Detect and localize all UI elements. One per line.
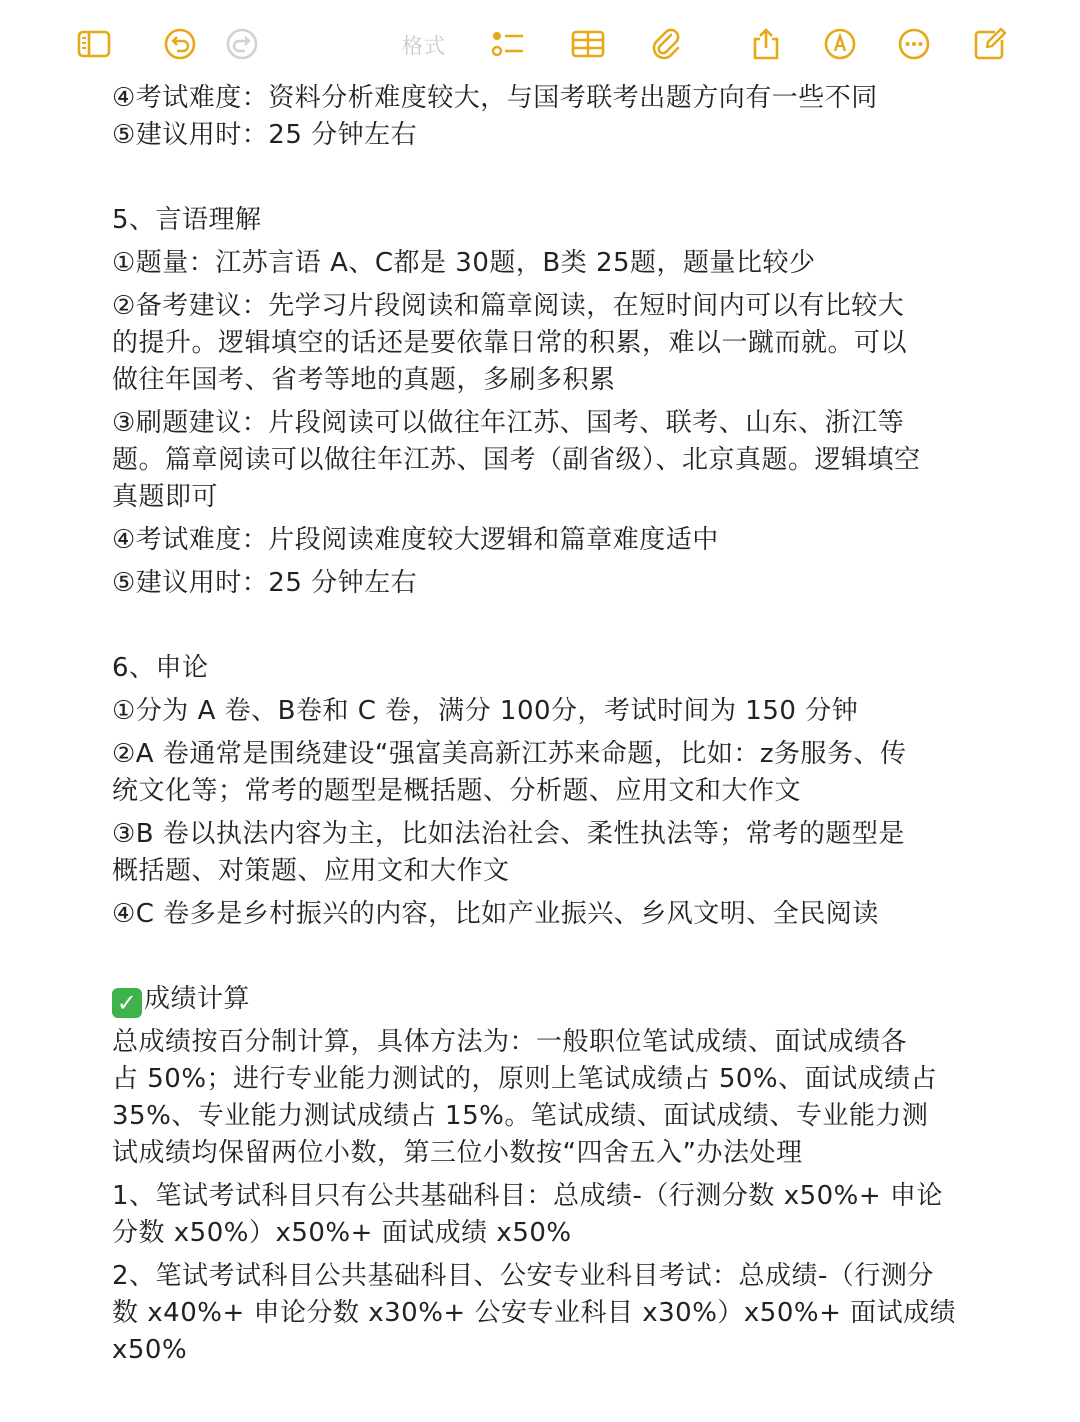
section6-item-1 <box>112 693 972 730</box>
section5-item-3-line-1: ③刷题建议：片段阅读可以做往年江苏、国考、联考、山东、浙江等 <box>112 408 905 438</box>
section5-item-2-line-1: ②备考建议：先学习片段阅读和篇章阅读，在短时间内可以有比较大 <box>112 291 905 321</box>
sidebar-icon[interactable] <box>76 26 112 62</box>
section6-item-2-line-1: ②A 卷通常是围绕建设“强富美高新江苏来命题，比如：z务服务、传 <box>112 739 907 769</box>
section5-item-3 <box>112 405 972 516</box>
score-formula-1 <box>112 1178 972 1252</box>
note-body[interactable] <box>112 80 972 1369</box>
section6-item-3-line-1: ③B 卷以执法内容为主，比如法治社会、柔性执法等；常考的题型是 <box>112 819 905 849</box>
score-formula-2 <box>112 1258 972 1369</box>
format-button[interactable]: 格式 <box>402 34 446 58</box>
score-formula-1-line-2: 分数 x50%）x50%+ 面试成绩 x50% <box>112 1218 572 1248</box>
section5-heading: 5、言语理解 <box>112 205 262 235</box>
section4-difficulty: ④考试难度：资料分析难度较大，与国考联考出题方向有一些不同 <box>112 83 878 113</box>
paperclip-icon[interactable] <box>648 26 684 62</box>
score-intro <box>112 1024 972 1172</box>
undo-icon[interactable] <box>162 26 198 62</box>
section6-item-4 <box>112 896 972 933</box>
score-formula-2-line-2: 数 x40%+ 申论分数 x30%+ 公安专业科目 x30%）x50%+ 面试成绩 <box>112 1298 957 1328</box>
section6-item-2 <box>112 736 972 810</box>
section6-item-3-line-2: 概括题、对策题、应用文和大作文 <box>112 856 510 886</box>
section5-item-5 <box>112 565 972 602</box>
section5-item-2 <box>112 288 972 399</box>
section5-item-1-line-1: ①题量：江苏言语 A、C都是 30题，B类 25题，题量比较少 <box>112 248 816 278</box>
section5-item-4-line-1: ④考试难度：片段阅读难度较大逻辑和篇章难度适中 <box>112 525 719 555</box>
score-intro-line-4: 试成绩均保留两位小数，第三位小数按“四舍五入”办法处理 <box>112 1138 803 1168</box>
section5-item-4 <box>112 522 972 559</box>
score-formula-2-line-1: 2、笔试考试科目公共基础科目、公安专业科目考试：总成绩-（行测分 <box>112 1261 934 1291</box>
markup-icon[interactable] <box>822 26 858 62</box>
compose-icon[interactable] <box>972 26 1008 62</box>
share-icon[interactable] <box>748 26 784 62</box>
section6-item-1-line-1: ①分为 A 卷、B卷和 C 卷，满分 100分，考试时间为 150 分钟 <box>112 696 859 726</box>
check-mark-icon: ✓ <box>112 988 142 1018</box>
section5-item-2-line-3: 做往年国考、省考等地的真题，多刷多积累 <box>112 365 616 395</box>
table-icon[interactable] <box>570 26 606 62</box>
section6-item-3 <box>112 816 972 890</box>
score-heading: 成绩计算 <box>144 984 251 1014</box>
score-formula-1-line-1: 1、笔试考试科目只有公共基础科目：总成绩-（行测分数 x50%+ 申论 <box>112 1181 943 1211</box>
score-heading-row <box>112 981 972 1018</box>
section5-item-1 <box>112 245 972 282</box>
section6-item-4-line-1: ④C 卷多是乡村振兴的内容，比如产业振兴、乡风文明、全民阅读 <box>112 899 879 929</box>
section5-item-2-line-2: 的提升。逻辑填空的话还是要依靠日常的积累，难以一蹴而就。可以 <box>112 328 908 358</box>
score-formula-2-line-3: x50% <box>112 1335 188 1365</box>
notes-toolbar <box>0 0 1080 88</box>
section6-item-2-line-2: 统文化等；常考的题型是概括题、分析题、应用文和大作文 <box>112 776 802 806</box>
section4-time: ⑤建议用时：25 分钟左右 <box>112 120 418 150</box>
section6-heading: 6、申论 <box>112 653 209 683</box>
score-intro-line-3: 35%、专业能力测试成绩占 15%。笔试成绩、面试成绩、专业能力测 <box>112 1101 929 1131</box>
redo-icon[interactable] <box>224 26 260 62</box>
checklist-icon[interactable] <box>490 26 526 62</box>
section5-item-3-line-2: 题。篇章阅读可以做往年江苏、国考（副省级）、北京真题。逻辑填空 <box>112 445 921 475</box>
more-icon[interactable] <box>896 26 932 62</box>
section5-item-3-line-3: 真题即可 <box>112 482 219 512</box>
score-intro-line-2: 占 50%；进行专业能力测试的，原则上笔试成绩占 50%、面试成绩占 <box>112 1064 938 1094</box>
score-intro-line-1: 总成绩按百分制计算，具体方法为：一般职位笔试成绩、面试成绩各 <box>112 1027 908 1057</box>
section5-item-5-line-1: ⑤建议用时：25 分钟左右 <box>112 568 418 598</box>
